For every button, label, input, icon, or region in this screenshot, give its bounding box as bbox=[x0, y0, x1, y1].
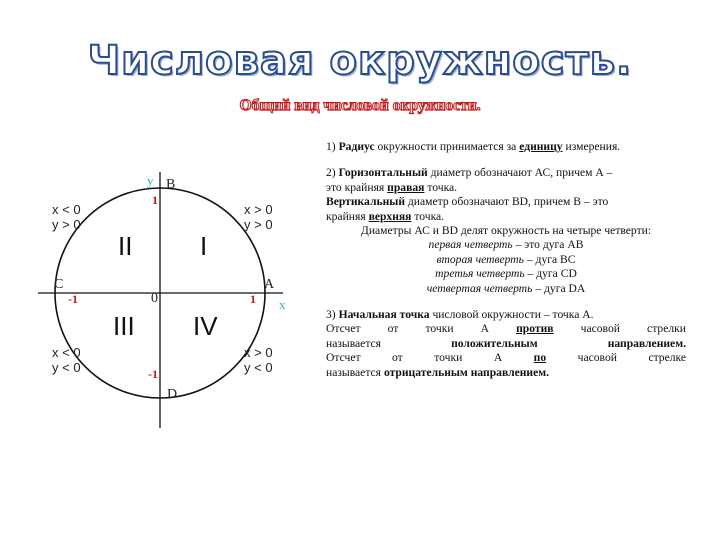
page-title: Числовая окружность. bbox=[87, 38, 633, 84]
sign-tl-x: x < 0 bbox=[52, 202, 81, 217]
quarter-1: первая четверть – это дуга АВ bbox=[428, 238, 584, 252]
tick-one-top: 1 bbox=[152, 193, 158, 207]
sign-tr-x: x > 0 bbox=[244, 202, 273, 217]
page-subtitle: Общий вид числовой окружности. bbox=[239, 97, 481, 114]
rule-2-line-5: Диаметры АС и BD делят окружность на четыре четверти: bbox=[360, 224, 652, 238]
rule-3-line-3: называется положительным направлением. bbox=[326, 336, 686, 350]
x-axis-label: x bbox=[279, 297, 286, 312]
rule-2-line-2: это крайняя правая точка. bbox=[326, 180, 458, 194]
rule-3-line-1: 3) Начальная точка числовой окружности – точка А. bbox=[326, 308, 594, 322]
rule-3-line-2: Отсчет от точки А против часовой стрелки bbox=[326, 322, 686, 336]
rule-2-line-3: Вертикальный диаметр обозначают BD, причем В – это bbox=[326, 195, 609, 209]
quadrant-3-label: III bbox=[113, 311, 135, 341]
y-axis-label: y bbox=[147, 173, 154, 188]
tick-minus-one-left: -1 bbox=[68, 292, 78, 306]
rule-3-line-4: Отсчет от точки А по часовой стрелке bbox=[326, 351, 687, 365]
point-b-label: B bbox=[166, 177, 176, 192]
sign-bl-y: y < 0 bbox=[52, 360, 81, 375]
sign-bl-x: x < 0 bbox=[52, 345, 81, 360]
point-c-label: C bbox=[54, 277, 64, 292]
sign-br-x: x > 0 bbox=[244, 345, 273, 360]
point-d-label: D bbox=[167, 387, 178, 402]
rule-1: 1) Радиус окружности принимается за единицу измерения. bbox=[326, 140, 621, 153]
tick-one-right: 1 bbox=[250, 292, 256, 306]
sign-br-y: y < 0 bbox=[244, 360, 273, 375]
rule-2-line-4: крайняя верхняя точка. bbox=[326, 209, 445, 223]
explanation-text bbox=[326, 140, 686, 380]
sign-tr-y: y > 0 bbox=[244, 217, 273, 232]
point-a-label: A bbox=[264, 277, 275, 292]
quadrant-4-label: IV bbox=[193, 311, 218, 341]
quarter-4: четвертая четверть – дуга DA bbox=[426, 281, 586, 295]
quadrant-2-label: II bbox=[118, 231, 133, 261]
origin-label: 0 bbox=[151, 291, 158, 306]
quarter-2: вторая четверть – дуга ВС bbox=[436, 252, 576, 266]
quarter-3: третья четверть – дуга CD bbox=[435, 267, 577, 281]
rule-2-line-1: 2) Горизонтальный диаметр обозначают АС, причем А – bbox=[326, 166, 613, 180]
rule-3-line-5: называется отрицательным направлением. bbox=[326, 365, 550, 379]
tick-minus-one-bottom: -1 bbox=[148, 367, 158, 381]
sign-tl-y: y > 0 bbox=[52, 217, 81, 232]
quadrant-1-label: I bbox=[200, 231, 208, 261]
